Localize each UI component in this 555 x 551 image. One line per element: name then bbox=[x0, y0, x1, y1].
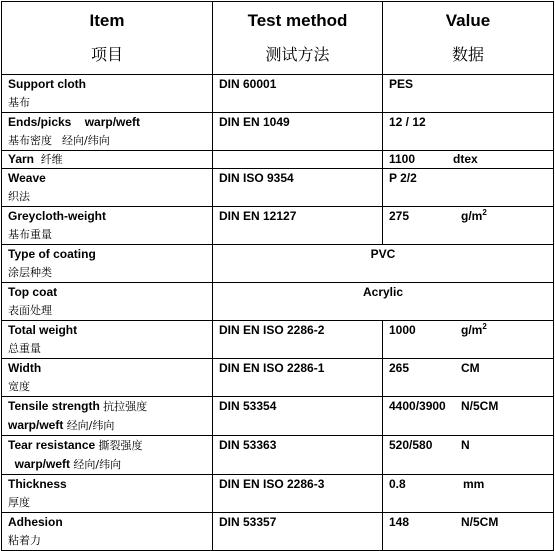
value-unit: g/m bbox=[461, 323, 483, 337]
item-en-sub: warp/weft bbox=[8, 418, 64, 432]
method-cell bbox=[213, 151, 383, 169]
table-row bbox=[2, 283, 554, 321]
header-item-en: Item bbox=[89, 11, 125, 30]
item-cell bbox=[2, 75, 213, 113]
item-cn: 基布 bbox=[8, 96, 30, 109]
value-cell bbox=[383, 475, 554, 513]
value-cell bbox=[383, 169, 554, 207]
method-cell: DIN EN ISO 2286-2 bbox=[213, 321, 383, 359]
item-cn: 宽度 bbox=[8, 380, 30, 393]
value-number: 4400/3900 bbox=[389, 399, 446, 413]
item-en: Tear resistance bbox=[8, 438, 96, 452]
item-cn: 总重量 bbox=[8, 342, 41, 355]
item-en: Width bbox=[8, 361, 42, 375]
item-cell bbox=[2, 283, 213, 321]
item-cn: 撕裂强度 bbox=[98, 439, 143, 452]
item-cn: 涂层种类 bbox=[8, 266, 52, 279]
table-row bbox=[2, 75, 554, 113]
method-cell: DIN EN ISO 2286-3 bbox=[213, 475, 383, 513]
item-cell bbox=[2, 321, 213, 359]
method-cell: DIN EN 1049 bbox=[213, 113, 383, 151]
item-cn: 厚度 bbox=[8, 496, 30, 509]
value-number: PES bbox=[389, 77, 414, 91]
value-number: 275 bbox=[389, 209, 410, 223]
value-merged-cell: PVC bbox=[213, 245, 554, 283]
table-row bbox=[2, 475, 554, 513]
item-en: Top coat bbox=[8, 285, 58, 299]
table-row bbox=[2, 397, 554, 436]
item-en: Thickness bbox=[8, 477, 67, 491]
value-cell bbox=[383, 207, 554, 245]
item-en: Adhesion bbox=[8, 515, 63, 529]
value-unit-exponent: 2 bbox=[482, 322, 487, 331]
item-cell bbox=[2, 245, 213, 283]
value-number: 148 bbox=[389, 515, 410, 529]
value-cell bbox=[383, 321, 554, 359]
value-unit: N/5CM bbox=[461, 515, 499, 529]
item-cn: 基布重量 bbox=[8, 228, 52, 241]
item-cn: 表面处理 bbox=[8, 304, 52, 317]
value-number: P 2/2 bbox=[389, 171, 417, 185]
value-cell bbox=[383, 359, 554, 397]
header-item bbox=[2, 2, 213, 75]
item-cell bbox=[2, 113, 213, 151]
header-value-cn: 数据 bbox=[451, 45, 484, 64]
table-row bbox=[2, 113, 554, 151]
value-cell bbox=[383, 151, 554, 169]
table-row bbox=[2, 436, 554, 475]
value-unit: dtex bbox=[453, 152, 478, 166]
method-cell: DIN 53354 bbox=[213, 397, 383, 436]
table-row bbox=[2, 151, 554, 169]
value-unit: CM bbox=[461, 361, 480, 375]
table-row bbox=[2, 169, 554, 207]
item-cn-sub: 经向/纬向 bbox=[66, 419, 115, 432]
item-cell bbox=[2, 151, 213, 169]
value-unit: g/m bbox=[461, 209, 483, 223]
item-cell bbox=[2, 475, 213, 513]
header-method bbox=[213, 2, 383, 75]
table-row bbox=[2, 513, 554, 551]
value-merged-cell: Acrylic bbox=[213, 283, 554, 321]
value-unit-exponent: 2 bbox=[482, 208, 487, 217]
header-value-en: Value bbox=[445, 11, 491, 30]
item-en: Support cloth bbox=[8, 77, 86, 91]
item-en: Weave bbox=[8, 171, 46, 185]
item-cell bbox=[2, 436, 213, 475]
method-cell: DIN EN 12127 bbox=[213, 207, 383, 245]
value-cell bbox=[383, 113, 554, 151]
header-item-cn: 项目 bbox=[90, 45, 123, 64]
value-cell bbox=[383, 75, 554, 113]
item-en: Total weight bbox=[8, 323, 78, 337]
header-value bbox=[383, 2, 554, 75]
item-en-sub: warp/weft bbox=[84, 115, 141, 129]
table-row bbox=[2, 207, 554, 245]
header-row bbox=[2, 2, 554, 75]
value-number: 1000 bbox=[389, 323, 416, 337]
item-en: Ends/picks bbox=[8, 115, 72, 129]
method-cell: DIN 53357 bbox=[213, 513, 383, 551]
item-cn: 基布密度 bbox=[8, 134, 52, 147]
item-en: Tensile strength bbox=[8, 399, 100, 413]
value-number: 12 / 12 bbox=[389, 115, 426, 129]
item-cn: 抗拉强度 bbox=[103, 400, 148, 413]
item-en-sub: warp/weft bbox=[14, 457, 71, 471]
table-row bbox=[2, 245, 554, 283]
item-cell bbox=[2, 513, 213, 551]
value-unit: mm bbox=[463, 477, 485, 491]
item-cell bbox=[2, 207, 213, 245]
table-row bbox=[2, 321, 554, 359]
method-cell: DIN EN ISO 2286-1 bbox=[213, 359, 383, 397]
item-cn: 织法 bbox=[8, 190, 30, 203]
value-unit: N bbox=[461, 438, 470, 452]
item-cell bbox=[2, 359, 213, 397]
header-method-en: Test method bbox=[247, 11, 348, 30]
item-cn: 粘着力 bbox=[8, 534, 41, 547]
method-cell: DIN 53363 bbox=[213, 436, 383, 475]
value-unit: N/5CM bbox=[461, 399, 499, 413]
header-method-cn: 测试方法 bbox=[265, 45, 330, 64]
item-cn: 纤维 bbox=[40, 153, 63, 166]
item-cn-sub: 经向/纬向 bbox=[73, 458, 122, 471]
table-row bbox=[2, 359, 554, 397]
value-number: 265 bbox=[389, 361, 410, 375]
item-en: Type of coating bbox=[8, 247, 96, 261]
item-en: Yarn bbox=[8, 152, 35, 166]
item-cell bbox=[2, 169, 213, 207]
method-cell: DIN ISO 9354 bbox=[213, 169, 383, 207]
value-number: 0.8 bbox=[389, 477, 406, 491]
value-number: 520/580 bbox=[389, 438, 433, 452]
item-en: Greycloth-weight bbox=[8, 209, 107, 223]
item-cell bbox=[2, 397, 213, 436]
value-cell bbox=[383, 397, 554, 436]
value-cell bbox=[383, 513, 554, 551]
method-cell: DIN 60001 bbox=[213, 75, 383, 113]
item-cn-sub: 经向/纬向 bbox=[62, 134, 110, 147]
value-number: 1100 bbox=[389, 152, 416, 166]
spec-table bbox=[1, 1, 554, 551]
value-cell bbox=[383, 436, 554, 475]
